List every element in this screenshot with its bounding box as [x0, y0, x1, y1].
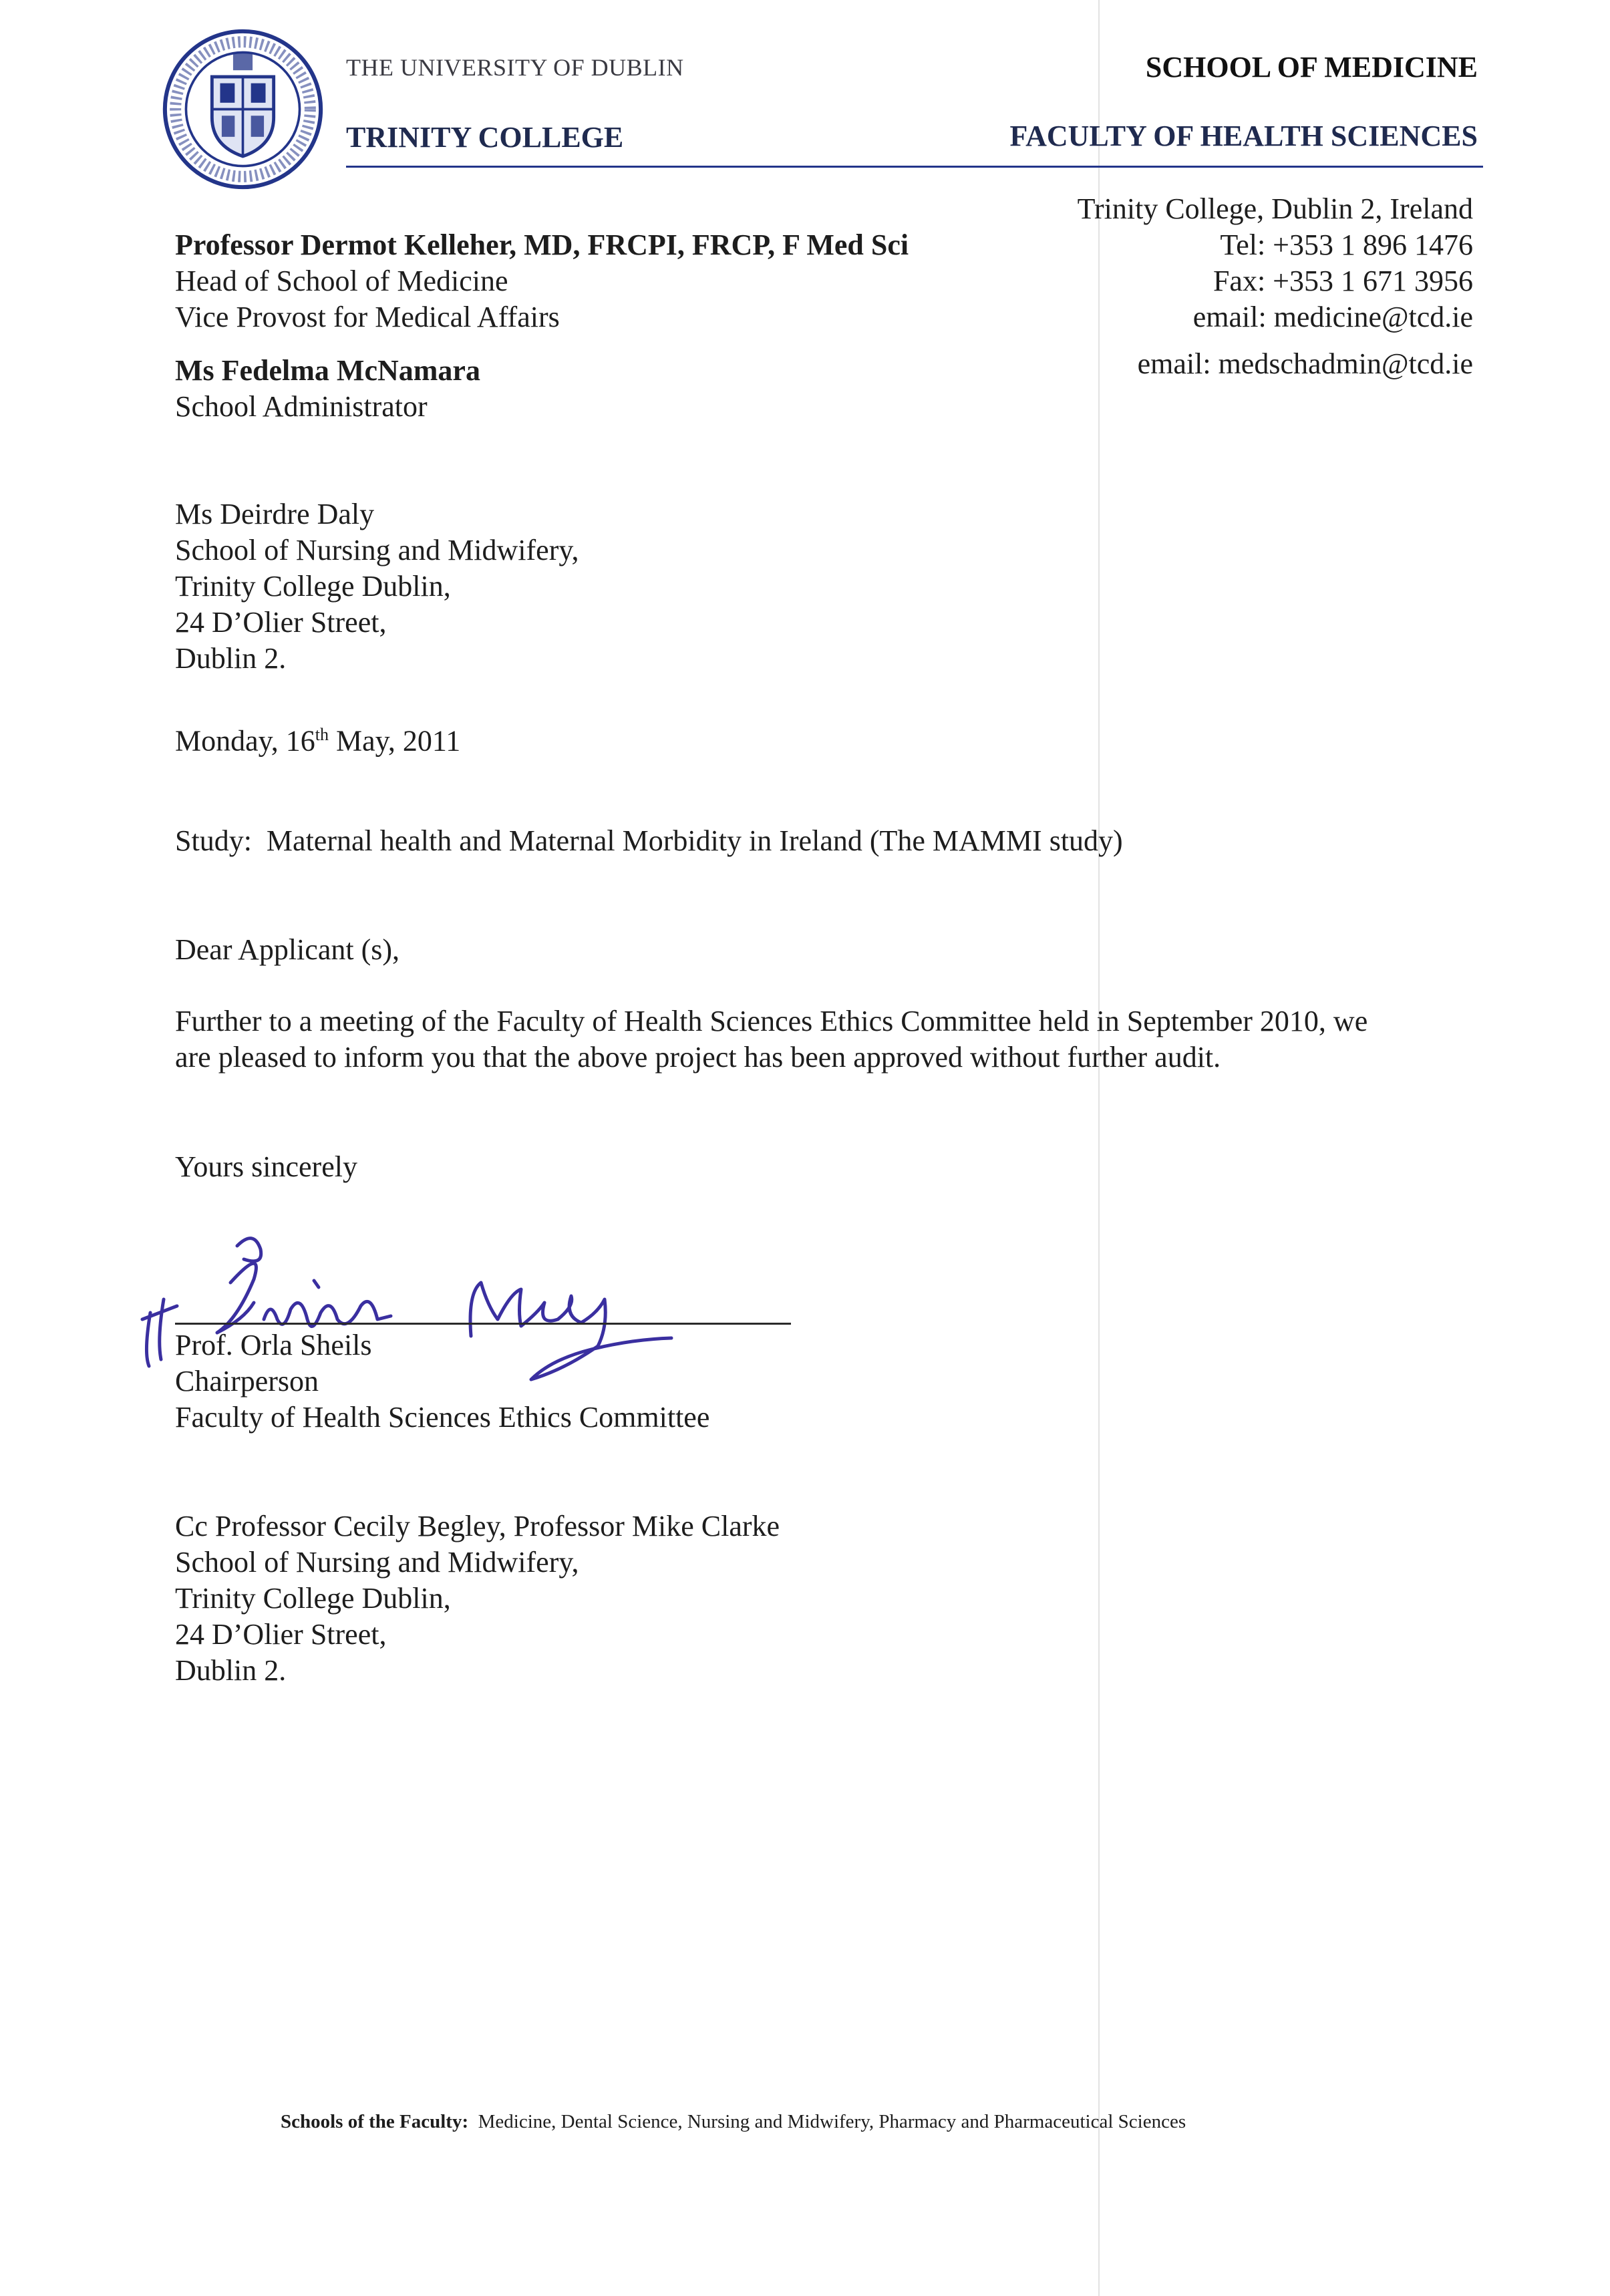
head-of-school-name: Professor Dermot Kelleher, MD, FRCPI, FRCP, F Med Sci [175, 228, 909, 261]
contact-block [1078, 191, 1473, 382]
college-name: TRINITY COLLEGE [346, 121, 624, 154]
salutation: Dear Applicant (s), [175, 933, 399, 966]
contact-email-admin: email: medschadmin@tcd.ie [1137, 347, 1473, 380]
letter-date [175, 717, 460, 760]
cc-line: Dublin 2. [175, 1654, 287, 1687]
signatory-title: Chairperson [175, 1365, 319, 1398]
cc-block [175, 1508, 780, 1689]
body-line: Further to a meeting of the Faculty of Health Sciences Ethics Committee held in September 2010, we [175, 1005, 1368, 1037]
recipient-line: Ms Deirdre Daly [175, 498, 375, 530]
body-line: are pleased to inform you that the above project has been approved without further audit. [175, 1041, 1221, 1074]
cc-line: School of Nursing and Midwifery, [175, 1546, 579, 1579]
recipient-line: Trinity College Dublin, [175, 570, 451, 603]
contact-address: Trinity College, Dublin 2, Ireland [1077, 192, 1473, 225]
signatory-name: Prof. Orla Sheils [175, 1329, 372, 1361]
faculty-name: FACULTY OF HEALTH SCIENCES [1009, 120, 1478, 152]
footer-label: Schools of the Faculty: [281, 2111, 469, 2132]
header-rule [346, 166, 1483, 168]
contact-fax: Fax: +353 1 671 3956 [1213, 265, 1473, 297]
recipient-line: Dublin 2. [175, 642, 287, 675]
study-title: Study: Maternal health and Maternal Morbidity in Ireland (The MAMMI study) [175, 824, 1123, 857]
vice-provost-role: Vice Provost for Medical Affairs [175, 301, 560, 333]
recipient-address [175, 496, 579, 677]
signatory-committee: Faculty of Health Sciences Ethics Committee [175, 1401, 710, 1434]
date-ordinal: th [315, 725, 329, 744]
cc-line: Cc Professor Cecily Begley, Professor Mike Clarke [175, 1510, 780, 1542]
administrator-role: School Administrator [175, 390, 428, 423]
head-of-school-role: Head of School of Medicine [175, 265, 508, 297]
administrator-name: Ms Fedelma McNamara [175, 354, 480, 387]
cc-line: Trinity College Dublin, [175, 1582, 451, 1615]
university-name: THE UNIVERSITY OF DUBLIN [346, 54, 684, 81]
signatory-block [175, 1327, 709, 1436]
sender-block [175, 227, 909, 425]
recipient-line: 24 D’Olier Street, [175, 606, 387, 639]
footer-schools: Medicine, Dental Science, Nursing and Midwifery, Pharmacy and Pharmaceutical Sciences [468, 2111, 1186, 2132]
contact-tel: Tel: +353 1 896 1476 [1220, 228, 1473, 261]
cc-line: 24 D’Olier Street, [175, 1618, 387, 1651]
university-crest-icon [162, 28, 324, 190]
faculty-footer [281, 2111, 1186, 2133]
closing: Yours sincerely [175, 1150, 357, 1183]
letter-body [175, 1003, 1367, 1076]
recipient-line: School of Nursing and Midwifery, [175, 534, 579, 566]
signature-line [175, 1323, 791, 1325]
date-day: Monday, 16 [175, 724, 315, 758]
contact-email: email: medicine@tcd.ie [1192, 301, 1473, 333]
date-month-year: May, 2011 [329, 724, 461, 758]
school-name: SCHOOL OF MEDICINE [1145, 51, 1478, 84]
